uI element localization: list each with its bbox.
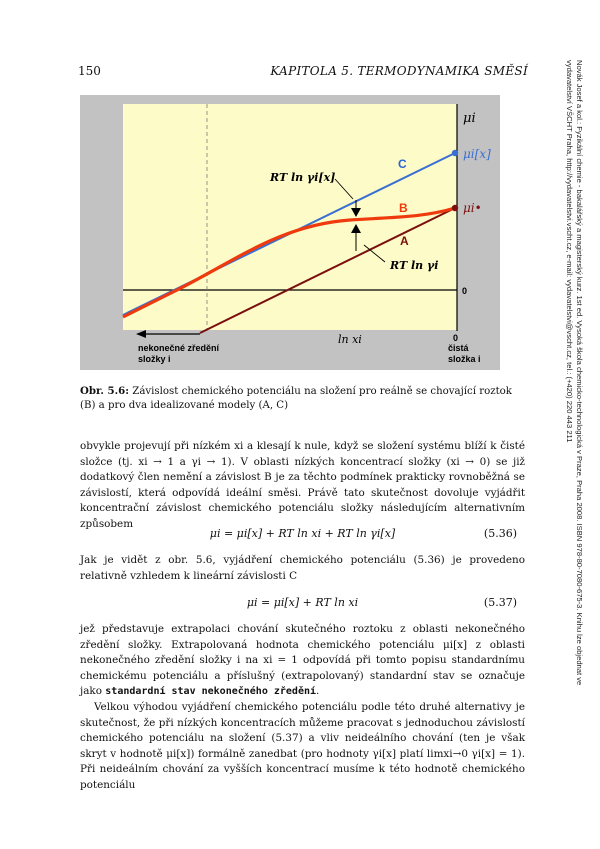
equation-5-36: [80, 527, 525, 545]
paragraph-1: obvykle projevují při nízkém xi a klesají k nule, když se složení systému blíží k čisté složce (tj. xi → 1 a γi → 1). V oblasti nízkých koncentrací složky (xi → 0) se již dodatkový člen nemění a závislost B je za těchto podmínek prakticky rovnoběžná se závislostí, která odpovídá ideální směsi. Právě tato skutečnost dovoluje vyjádřit koncentrační závislost chemického potenciálu složky následujícím alternativním způsobem: [80, 440, 525, 530]
y-axis-label: μi: [463, 111, 476, 126]
paragraph-4: Velkou výhodou vyjádření chemického potenciálu podle této druhé alternativy je skutečnost, že při nízkých koncentracích můžeme pracovat s jednoduchou závislostí chemického potenciálu na složení (5.37) a vliv neideálního chování (ten je však skryt v hodnotě μi[x]) formálně zanedbat (pro hodnoty γi[x] platí limxi→0 γi[x] = 1). Při neideálním chování za vyšších koncentrací musíme k této hodnotě chemického potenciálu: [80, 701, 525, 791]
infinite-dilution-label-2: složky i: [138, 354, 171, 364]
label-C: C: [398, 157, 407, 171]
label-B: B: [399, 201, 408, 215]
chemical-potential-figure: [80, 95, 500, 370]
equation-5-37: [80, 596, 525, 614]
mu-pure-point: [452, 205, 458, 211]
equation-5-36-number: (5.36): [483, 527, 517, 540]
figure-caption: [80, 384, 525, 413]
zero-bottom-label: 0: [453, 333, 459, 343]
paragraph-3-term: standardní stav nekonečného zředění: [105, 686, 316, 698]
side-note: [566, 60, 586, 710]
mu-pure-label: μi•: [463, 201, 482, 215]
chapter-heading: KAPITOLA 5. TERMODYNAMIKA SMĚSÍ: [270, 64, 528, 78]
mu-ideal-point: [452, 150, 458, 156]
paragraph-2: Jak je vidět z obr. 5.6, vyjádření chemického potenciálu (5.36) je provedeno relativně vzhledem k lineární závislosti C: [80, 554, 525, 582]
pure-component-label-2: složka i: [448, 354, 481, 364]
rt-ln-gamma-x-label: RT ln γi[x]: [270, 171, 336, 184]
equation-5-37-formula: μi = μi[x] + RT ln xi: [246, 596, 359, 609]
page-number: 150: [78, 64, 101, 78]
caption-label: Obr. 5.6:: [80, 385, 130, 397]
paragraph-3: [80, 622, 525, 700]
mu-ideal-label: μi[x]: [463, 147, 491, 161]
paragraph-3-text: jež představuje extrapolaci chování skutečného roztoku z oblasti nekonečného zředění složky. Extrapolovaná hodnota chemického potenciálu μi[x] z oblasti nekonečného zředění složky i na xi = 1 odpovídá při tomto popisu standardnímu chemickému potenciálu a příslušný (extrapolovaný) standardní stav se označuje jako: [80, 623, 525, 698]
zero-right-label: 0: [462, 286, 468, 296]
paragraph-3-end: .: [316, 685, 320, 698]
rt-ln-gamma-label: RT ln γi: [390, 259, 439, 272]
caption-text: Závislost chemického potenciálu na složení pro reálně se chovající roztok (B) a pro dva idealizované modely (A, C): [80, 386, 512, 411]
label-A: A: [400, 234, 409, 248]
infinite-dilution-label: nekonečné zředění: [138, 343, 220, 353]
side-note-text: Novák Josef a kol.: Fyzikální chemie - bakalářský a magisterský kurz. 1st ed. Vysoká škola chemicko-technologická v Praze, Praha 2008. ISBN 978-80-7080-675-3. Knihu lze objednat ve vydavatelství VŠCHT Praha, http://vydavatelstvi.vscht.cz, e-mail: vydavatelstvi@vscht.cz, tel.: (+420) 220 443 211: [565, 60, 584, 686]
x-axis-label: ln xi: [338, 333, 362, 346]
equation-5-36-formula: μi = μi[x] + RT ln xi + RT ln γi[x]: [209, 527, 396, 540]
pure-component-label: čistá: [448, 343, 469, 353]
equation-5-37-number: (5.37): [483, 596, 517, 609]
